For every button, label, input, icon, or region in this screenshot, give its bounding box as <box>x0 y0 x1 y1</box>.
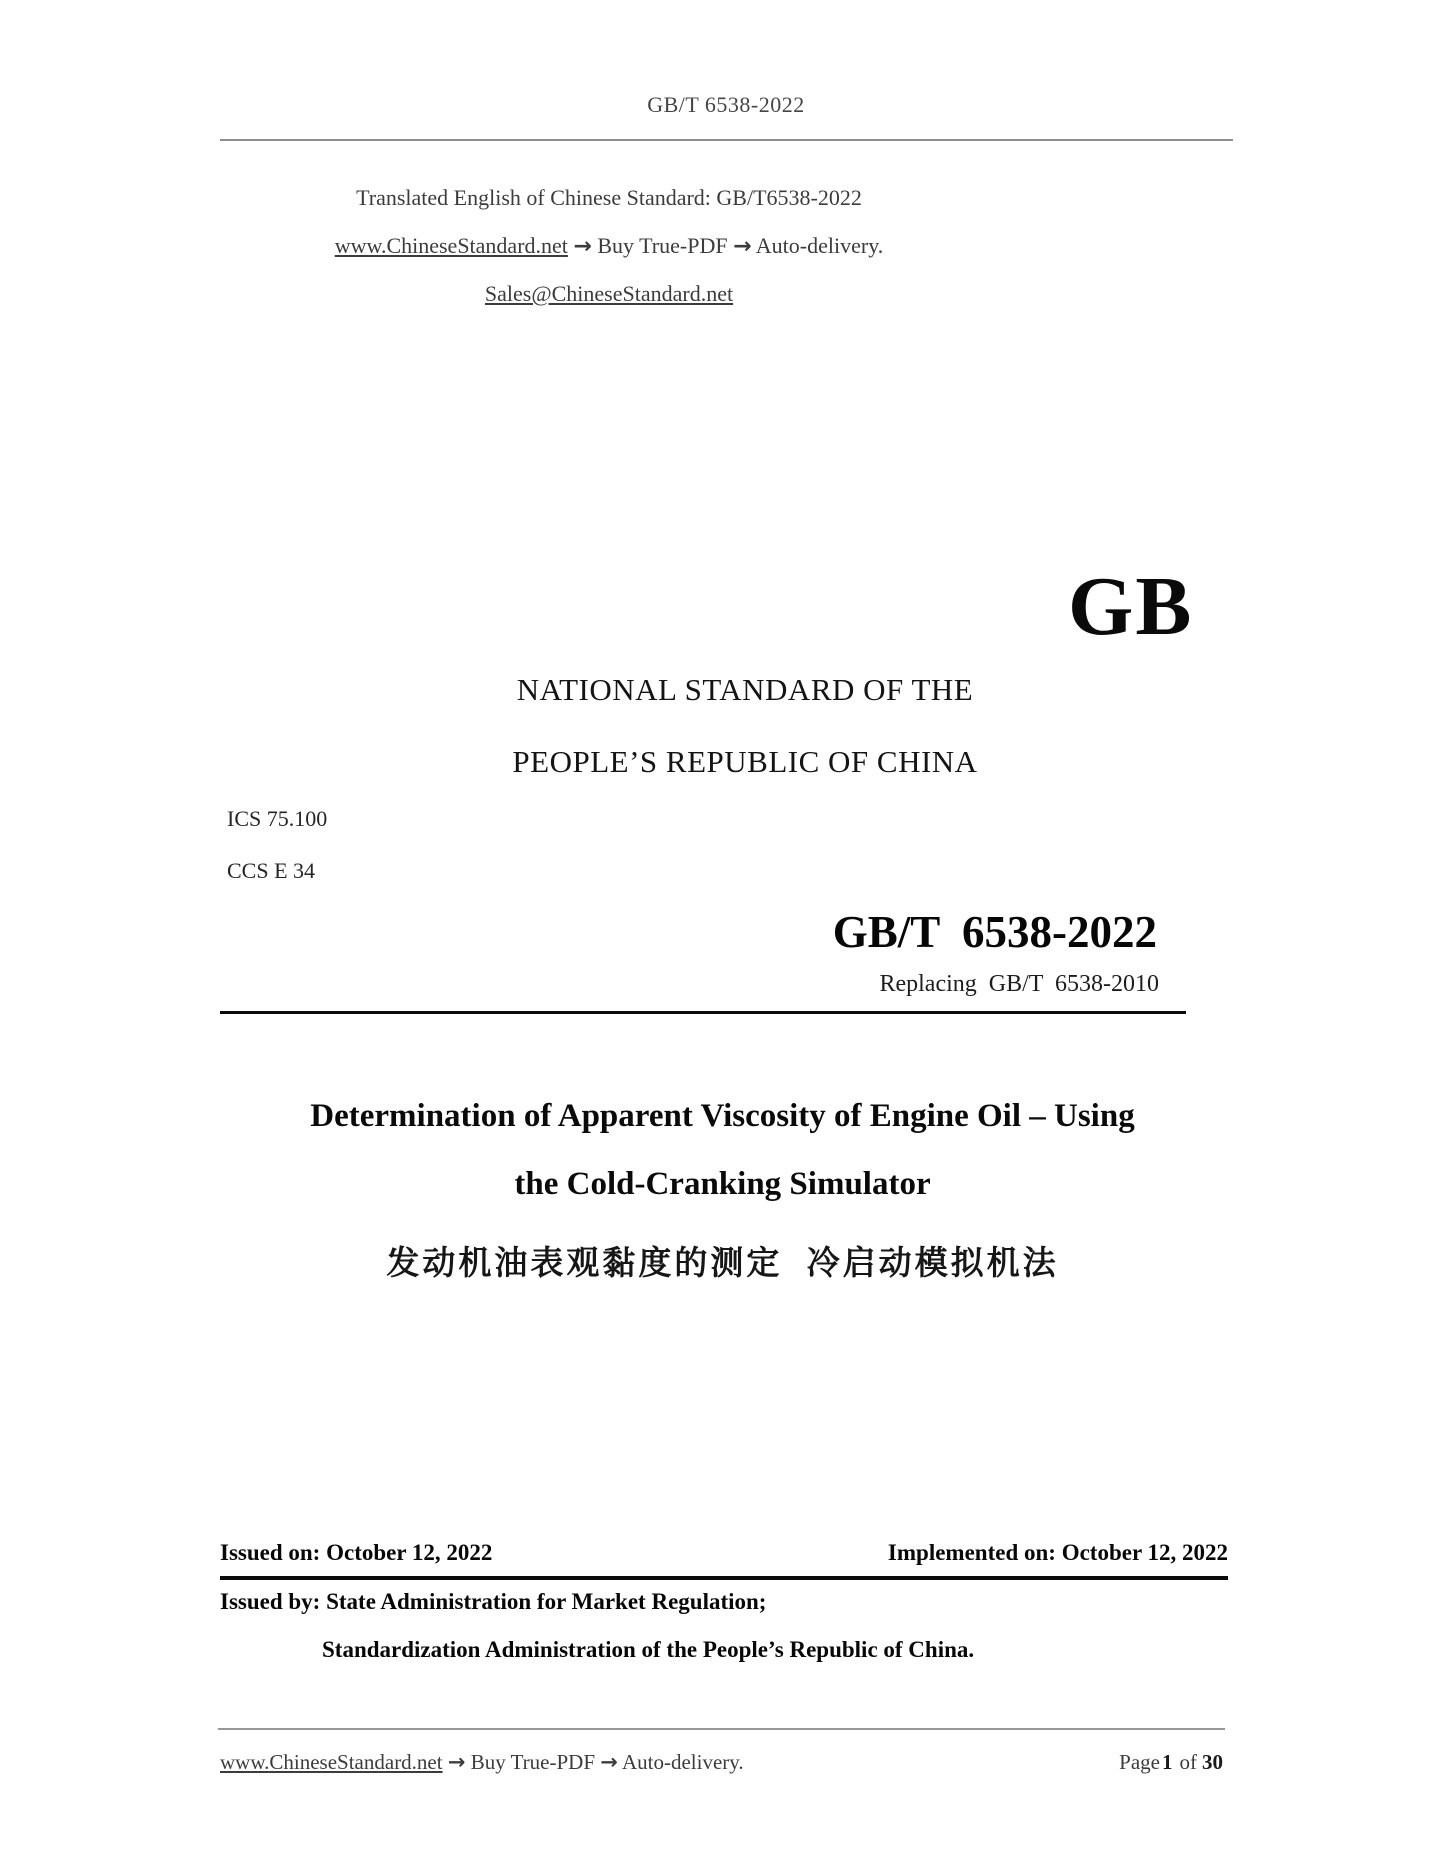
right-arrow-icon: → <box>600 1750 618 1774</box>
email-link[interactable]: Sales@ChineseStandard.net <box>484 281 734 306</box>
buy-line <box>220 233 998 259</box>
header-doc-number: GB/T 6538-2022 <box>647 92 805 117</box>
org-line-1: NATIONAL STANDARD OF THE <box>516 672 974 707</box>
replacing-note: Replacing GB/T 6538-2010 <box>879 971 1159 997</box>
right-arrow-icon: → <box>447 1750 466 1774</box>
issued-on-date: Issued on: October 12, 2022 <box>220 1540 493 1565</box>
ccs-code: CCS E 34 <box>227 858 316 883</box>
website-link[interactable]: www.ChineseStandard.net <box>334 233 568 258</box>
issue-rule <box>220 1576 1228 1580</box>
buy-true-pdf-text: Buy True-PDF <box>597 233 728 258</box>
implemented-on-date: Implemented on: October 12, 2022 <box>887 1540 1228 1565</box>
org-line-2: PEOPLE’S REPUBLIC OF CHINA <box>512 744 978 779</box>
page-current: 1 <box>1162 1750 1173 1774</box>
right-arrow-icon: → <box>733 234 752 259</box>
of-label: of <box>1179 1750 1197 1774</box>
issue-dates-row <box>220 1540 1228 1566</box>
page-total: 30 <box>1202 1750 1223 1774</box>
standard-number-rule <box>220 1011 1186 1014</box>
header-rule <box>220 139 1233 141</box>
right-arrow-icon: → <box>573 234 592 259</box>
footer <box>220 1750 1225 1775</box>
standard-number: GB/T 6538-2022 <box>832 907 1157 957</box>
title-chinese: 发动机油表观黏度的测定 冷启动模拟机法 <box>386 1244 1059 1281</box>
footer-auto-delivery-text: Auto-delivery. <box>621 1750 744 1774</box>
issued-by-line: Issued by: State Administration for Market Regulation; <box>220 1589 767 1614</box>
ics-code: ICS 75.100 <box>227 806 328 831</box>
email-line <box>220 281 998 307</box>
title-english-line-1: Determination of Apparent Viscosity of Engine Oil – Using <box>310 1098 1135 1134</box>
page-indicator <box>1119 1750 1225 1775</box>
footer-buy-true-pdf-text: Buy True-PDF <box>470 1750 596 1774</box>
footer-rule <box>218 1728 1225 1730</box>
title-english-line-2: the Cold-Cranking Simulator <box>514 1166 931 1202</box>
translated-line: Translated English of Chinese Standard: GB/T6538-2022 <box>356 185 862 210</box>
page-label: Page <box>1119 1750 1160 1774</box>
footer-website-link[interactable]: www.ChineseStandard.net <box>220 1750 443 1774</box>
auto-delivery-text: Auto-delivery. <box>755 233 884 258</box>
footer-buy-line <box>220 1750 744 1775</box>
issuer-second-line: Standardization Administration of the People’s Republic of China. <box>322 1637 975 1662</box>
gb-logo: GB <box>1068 560 1194 653</box>
